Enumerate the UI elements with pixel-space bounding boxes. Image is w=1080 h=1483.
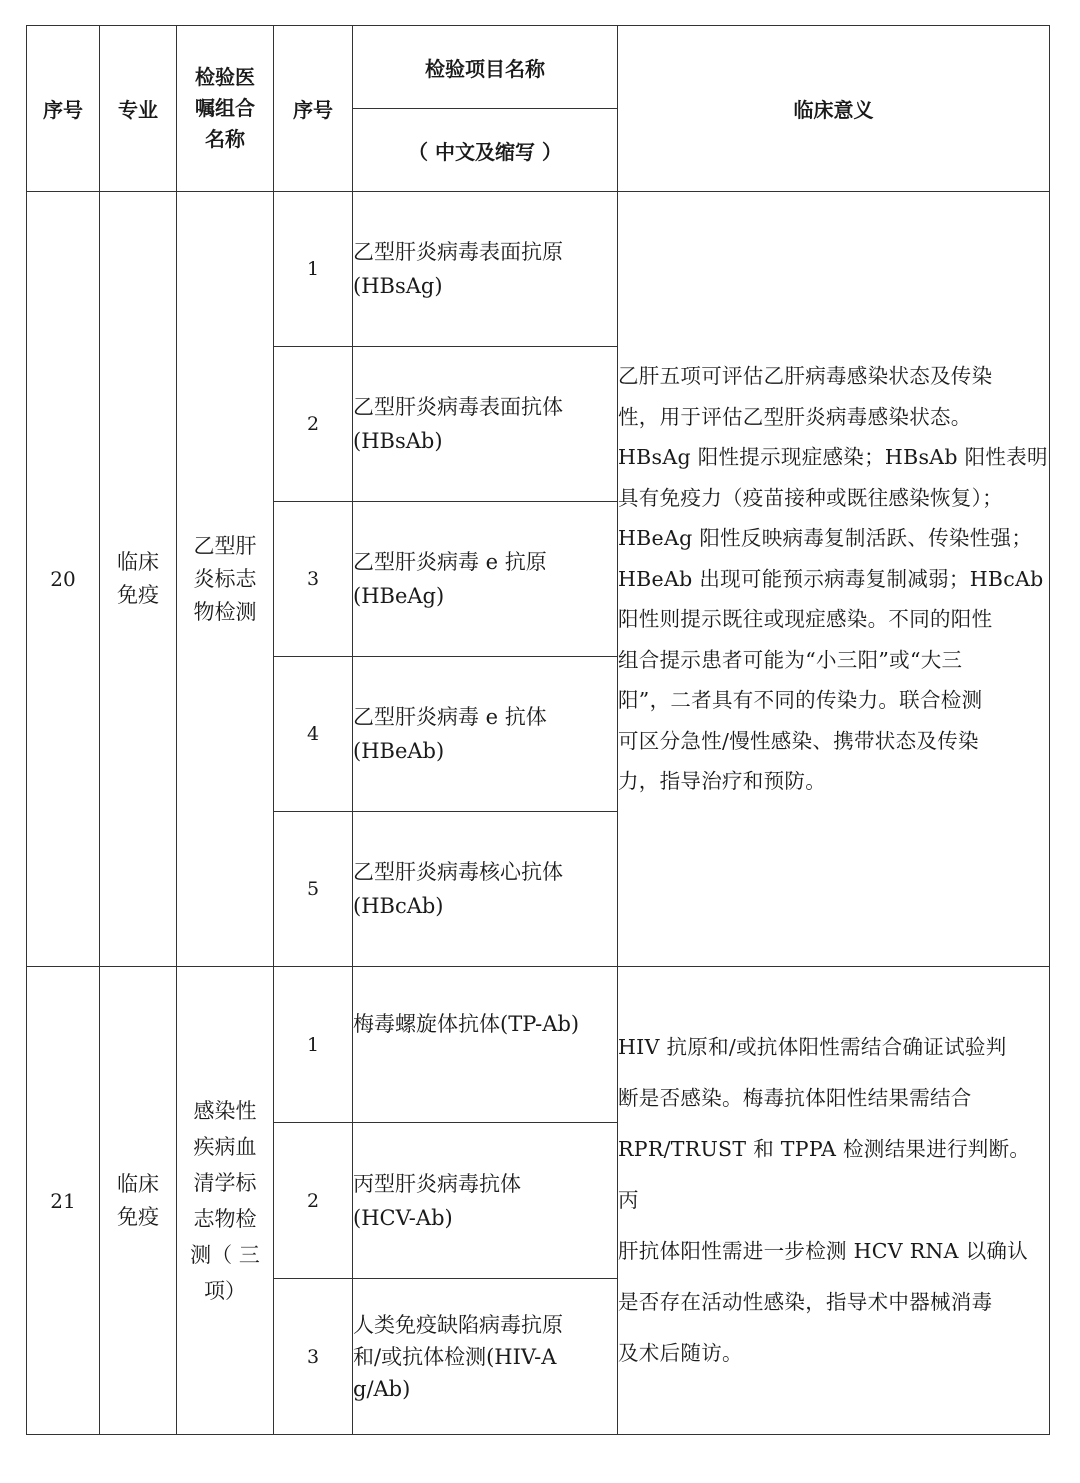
exam-items-table [26, 25, 1050, 1435]
item-no: 2 [274, 1123, 353, 1279]
clinical-significance: HIV 抗原和/或抗体阳性需结合确证试验判 断是否感染。梅毒抗体阳性结果需结合 RPR/TRUST 和 TPPA 检测结果进行判断。丙 肝抗体阳性需进一步检测 HCV RNA 以确认 是否存在活动性感染，指导术中器械消毒 及术后随访。 [618, 967, 1050, 1435]
item-no: 4 [274, 657, 353, 812]
item-no: 1 [274, 192, 353, 347]
item-no: 5 [274, 812, 353, 967]
header-seq: 序号 [27, 26, 100, 192]
row-major: 临床 免疫 [100, 967, 177, 1435]
item-no: 1 [274, 967, 353, 1123]
header-group-name: 检验医 嘱组合 名称 [177, 26, 274, 192]
item-name: 丙型肝炎病毒抗体 (HCV-Ab) [353, 1123, 618, 1279]
table-row [27, 967, 1050, 1123]
clinical-significance: 乙肝五项可评估乙肝病毒感染状态及传染 性，用于评估乙型肝炎病毒感染状态。 HBsAg 阳性提示现症感染；HBsAb 阳性表明 具有免疫力（疫苗接种或既往感染恢复）； HBeAg 阳性反映病毒复制活跃、传染性强； HBeAb 出现可能预示病毒复制减弱；HBcAb 阳性则提示既往或现症感染。不同的阳性 组合提示患者可能为“小三阳”或“大三 阳”，二者具有不同的传染力。联合检测 可区分急性/慢性感染、携带状态及传染 力，指导治疗和预防。 [618, 192, 1050, 967]
item-name: 乙型肝炎病毒 e 抗原 (HBeAg) [353, 502, 618, 657]
row-group-name: 乙型肝 炎标志 物检测 [177, 192, 274, 967]
header-item-seq: 序号 [274, 26, 353, 192]
row-major: 临床 免疫 [100, 192, 177, 967]
item-no: 3 [274, 1279, 353, 1435]
item-name: 乙型肝炎病毒表面抗体 (HBsAb) [353, 347, 618, 502]
item-name: 乙型肝炎病毒核心抗体 (HBcAb) [353, 812, 618, 967]
item-name: 乙型肝炎病毒 e 抗体 (HBeAb) [353, 657, 618, 812]
item-no: 2 [274, 347, 353, 502]
item-name: 乙型肝炎病毒表面抗原 (HBsAg) [353, 192, 618, 347]
header-item-name-sub: （ 中文及缩写 ） [353, 109, 618, 192]
header-item-name: 检验项目名称 [353, 26, 618, 109]
row-group-name: 感染性 疾病血 清学标 志物检 测（ 三 项） [177, 967, 274, 1435]
item-name: 梅毒螺旋体抗体(TP-Ab) [353, 967, 618, 1123]
row-seq: 21 [27, 967, 100, 1435]
item-no: 3 [274, 502, 353, 657]
row-seq: 20 [27, 192, 100, 967]
item-name: 人类免疫缺陷病毒抗原 和/或抗体检测(HIV-A g/Ab) [353, 1279, 618, 1435]
table-row [27, 192, 1050, 347]
header-row [27, 26, 1050, 109]
header-major: 专业 [100, 26, 177, 192]
header-significance: 临床意义 [618, 26, 1050, 192]
